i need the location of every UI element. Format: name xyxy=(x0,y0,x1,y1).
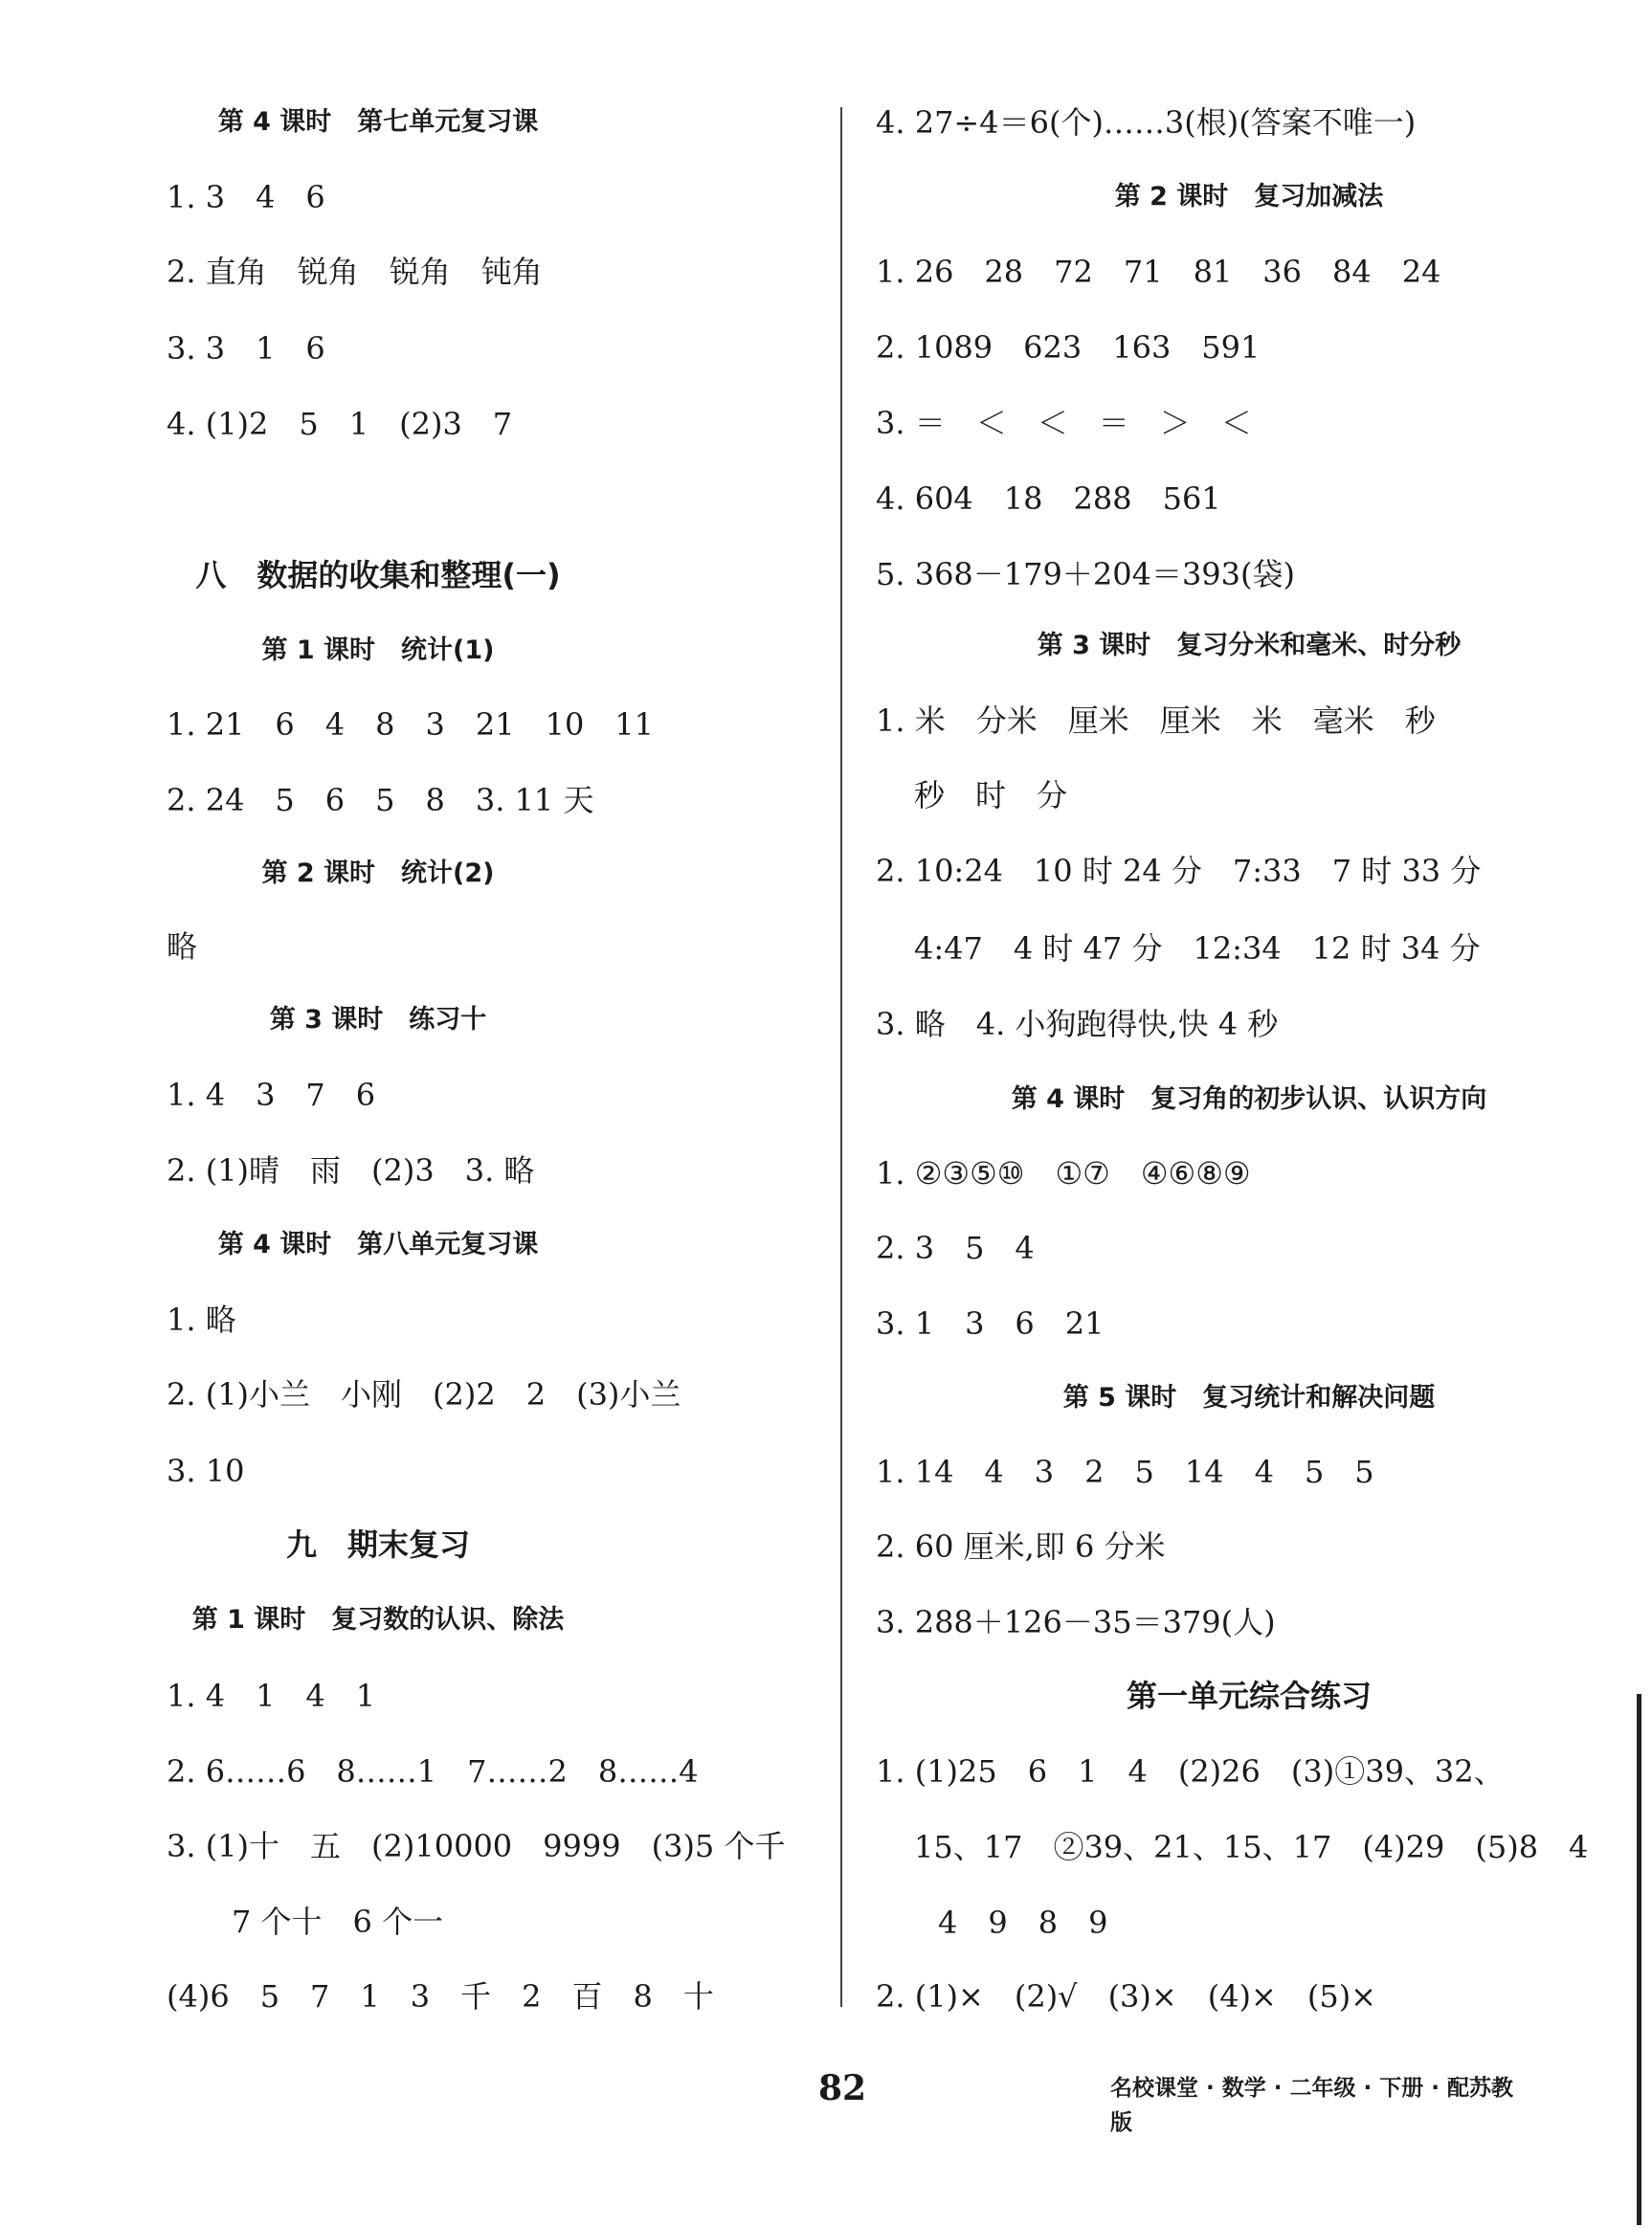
lesson-heading: 第 4 课时 第八单元复习课 xyxy=(217,1230,539,1259)
answer-line: 2. 60 厘米,即 6 分米 xyxy=(876,1528,1166,1565)
lesson-heading: 第 1 课时 复习数的认识、除法 xyxy=(191,1605,565,1635)
answer-line-continued: 秒 时 分 xyxy=(914,777,1068,813)
answer-line: 2. 6……6 8……1 7……2 8……4 xyxy=(167,1753,699,1790)
answer-line: 1. 4 3 7 6 xyxy=(167,1077,376,1113)
answer-line: 3. 288＋126－35＝379(人) xyxy=(876,1604,1276,1640)
answer-line: 1. 21 6 4 8 3 21 10 11 xyxy=(167,706,655,743)
answer-line: 3. (1)十 五 (2)10000 9999 (3)5 个千 xyxy=(167,1828,786,1864)
lesson-heading: 第 3 课时 练习十 xyxy=(269,1005,487,1035)
answer-line-continued: 4 9 8 9 xyxy=(938,1905,1108,1941)
answer-line: 3. 3 1 6 xyxy=(167,330,325,367)
lesson-heading: 第 2 课时 复习加减法 xyxy=(1114,182,1384,212)
answer-line: 2. 10:24 10 时 24 分 7:33 7 时 33 分 xyxy=(876,853,1482,889)
answer-line: 2. 直角 锐角 锐角 钝角 xyxy=(167,254,543,290)
answer-line: 1. 米 分米 厘米 厘米 米 毫米 秒 xyxy=(876,702,1436,739)
answer-line: 4. 604 18 288 561 xyxy=(876,480,1221,517)
answer-line: 3. 略 4. 小狗跑得快,快 4 秒 xyxy=(876,1006,1279,1042)
column-divider xyxy=(840,107,842,2007)
answer-line: 4. 27÷4＝6(个)……3(根)(答案不唯一) xyxy=(876,104,1417,141)
answer-line: 2. (1)× (2)√ (3)× (4)× (5)× xyxy=(876,1978,1376,2015)
answer-line: 1. ②③⑤⑩ ①⑦ ④⑥⑧⑨ xyxy=(876,1155,1251,1192)
answer-line: 2. (1)晴 雨 (2)3 3. 略 xyxy=(167,1152,535,1189)
unit-heading: 九 期末复习 xyxy=(285,1526,470,1563)
answer-line: 2. 3 5 4 xyxy=(876,1230,1035,1266)
lesson-heading: 第 3 课时 复习分米和毫米、时分秒 xyxy=(1037,631,1462,660)
answer-line-continued: 15、17 ②39、21、15、17 (4)29 (5)8 4 xyxy=(914,1829,1589,1865)
answer-line: 5. 368－179＋204＝393(袋) xyxy=(876,556,1295,592)
lesson-heading: 第 4 课时 第七单元复习课 xyxy=(217,107,539,137)
lesson-heading: 第 1 课时 统计(1) xyxy=(261,635,495,665)
answer-line: 2. (1)小兰 小刚 (2)2 2 (3)小兰 xyxy=(167,1376,681,1413)
answer-line: (4)6 5 7 1 3 千 2 百 8 十 xyxy=(167,1978,714,2015)
answer-line: 3. 1 3 6 21 xyxy=(876,1305,1105,1342)
answer-line-continued: 4:47 4 时 47 分 12:34 12 时 34 分 xyxy=(914,930,1481,967)
lesson-heading: 第 2 课时 统计(2) xyxy=(261,858,495,888)
answer-line: 3. ＝ ＜ ＜ ＝ ＞ ＜ xyxy=(876,405,1252,441)
unit-heading: 八 数据的收集和整理(一) xyxy=(195,557,561,593)
unit-heading: 第一单元综合练习 xyxy=(1126,1678,1372,1714)
answer-line: 1. 3 4 6 xyxy=(167,179,325,215)
answer-line: 1. 26 28 72 71 81 36 84 24 xyxy=(876,254,1441,290)
answer-line: 略 xyxy=(167,928,198,965)
answer-line: 3. 10 xyxy=(167,1453,245,1489)
book-footer: 名校课堂 · 数学 · 二年级 · 下册 · 配苏教版 xyxy=(1110,2076,1514,2135)
answer-line: 1. (1)25 6 1 4 (2)26 (3)①39、32、 xyxy=(876,1753,1505,1790)
answer-line-continued: 7 个十 6 个一 xyxy=(232,1904,444,1940)
lesson-heading: 第 5 课时 复习统计和解决问题 xyxy=(1062,1383,1436,1413)
answer-line: 1. 略 xyxy=(167,1302,236,1338)
answer-line: 1. 4 1 4 1 xyxy=(167,1678,376,1714)
answer-line: 1. 14 4 3 2 5 14 4 5 5 xyxy=(876,1454,1374,1490)
answer-line: 4. (1)2 5 1 (2)3 7 xyxy=(167,406,513,442)
page-edge-shadow xyxy=(1637,1694,1641,2225)
answer-line: 2. 1089 623 163 591 xyxy=(876,329,1261,366)
lesson-heading: 第 4 课时 复习角的初步认识、认识方向 xyxy=(1011,1084,1487,1114)
answer-line: 2. 24 5 6 5 8 3. 11 天 xyxy=(167,782,594,818)
page-number: 82 xyxy=(817,2068,867,2108)
